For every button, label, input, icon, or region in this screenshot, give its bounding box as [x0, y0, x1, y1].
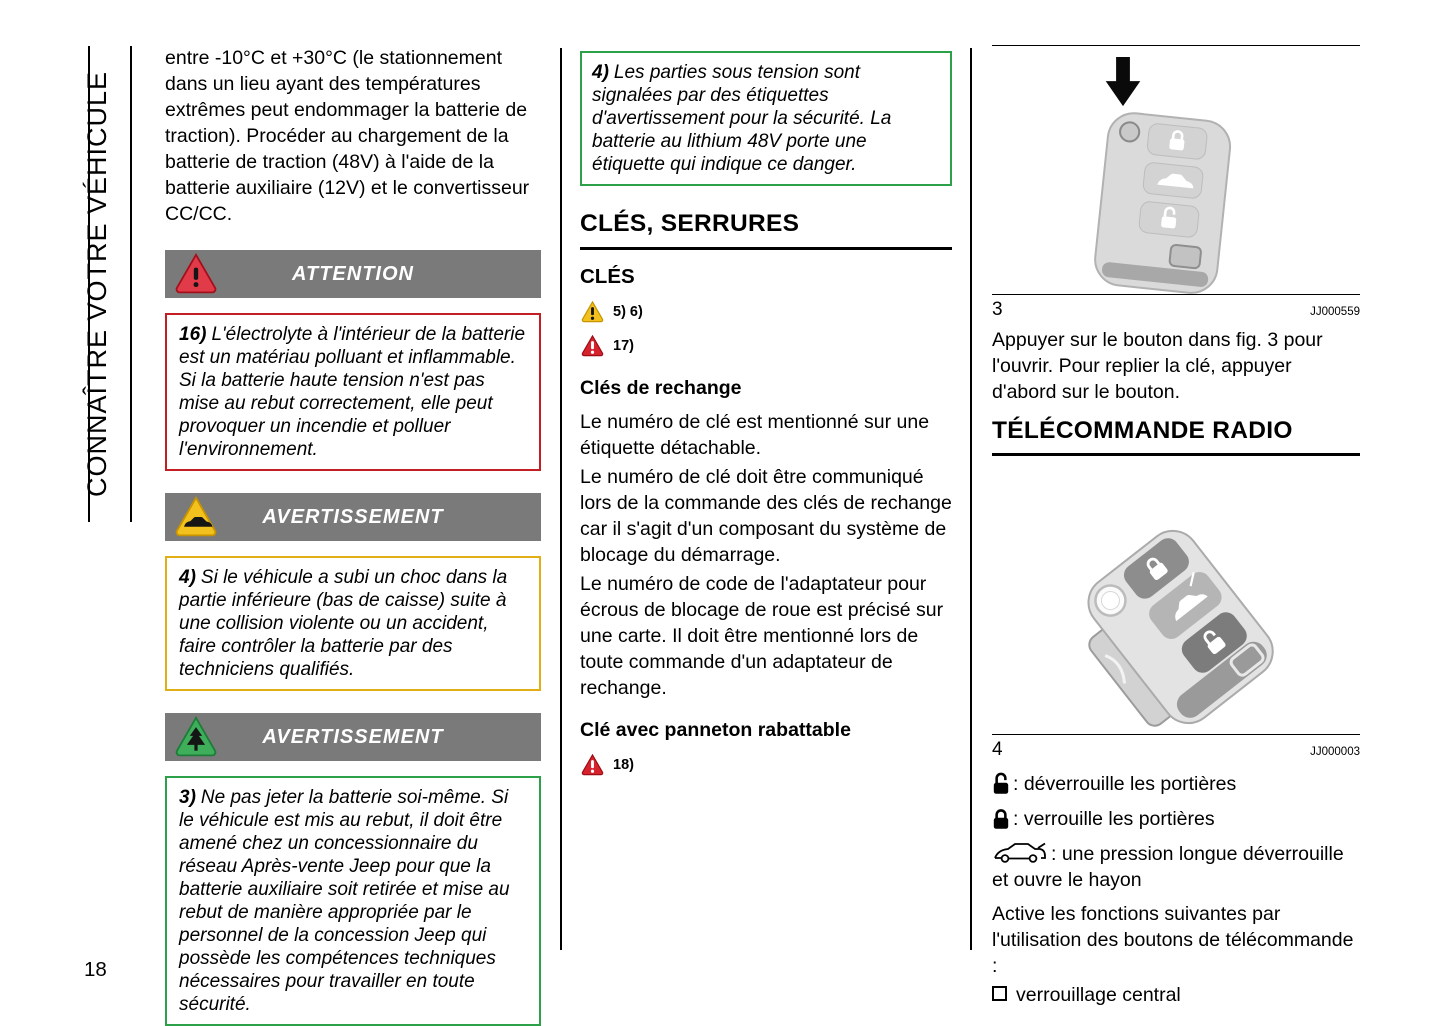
flip-key-title: Clé avec panneton rabattable	[580, 719, 851, 741]
warning-ref-row	[580, 301, 952, 323]
figure-3	[992, 45, 1360, 295]
attention-label: ATTENTION	[292, 263, 414, 285]
attention-header	[165, 250, 541, 298]
figure-number: 3	[992, 299, 1003, 320]
intro-paragraph: entre -10°C et +30°C (le stationnement dans un lieu ayant des températures extrêmes peut endommager la batterie de traction). Procéder au chargement de la batterie de traction (48V) à l'aide de la batterie auxiliaire (12V) et le convertisseur CC/CC.	[165, 47, 530, 225]
note-text: Les parties sous tension sont signalées par des étiquettes d'avertissement pour la sécurité. La batterie au lithium 48V porte une étiquette qui indique ce danger.	[592, 62, 892, 175]
warning-triangle-yellow-icon	[173, 496, 219, 538]
avertissement-header-green	[165, 713, 541, 761]
legend-lock	[992, 806, 1360, 832]
warning-triangle-green-icon	[173, 716, 219, 758]
square-bullet-icon	[992, 986, 1007, 1001]
note-number: 16)	[179, 324, 207, 345]
remote-key-image	[992, 466, 1360, 734]
ref-numbers: 5) 6)	[613, 304, 643, 320]
remote-section-title: TÉLÉCOMMANDE RADIO	[992, 417, 1360, 456]
note-text: L'électrolyte à l'intérieur de la batterie est un matériau polluant et inflammable. Si la batterie haute tension n'est pas mise au rebut correctement, elle peut provoquer un incendie et polluer l'environnement.	[179, 324, 526, 460]
avertissement-box-green	[165, 776, 541, 1026]
spare-keys-title: Clés de rechange	[580, 377, 742, 399]
tailgate-icon	[992, 842, 1048, 864]
column-divider	[560, 48, 562, 950]
paragraph: Le numéro de code de l'adaptateur pour écrous de blocage de roue est précisé sur une carte. Il doit être mentionné lors de toute commande d'un adaptateur de rechange.	[580, 573, 944, 699]
ref-numbers: 18)	[613, 757, 634, 773]
paragraph: Le numéro de clé doit être communiqué lors de la commande des clés de rechange car il s'agit d'un composant du système de blocage du démarrage.	[580, 466, 952, 566]
warning-ref-row	[580, 754, 952, 776]
unlock-icon	[992, 772, 1010, 794]
column-right	[992, 45, 1360, 1008]
functions-intro: Active les fonctions suivantes par l'utilisation des boutons de télécommande :	[992, 903, 1354, 977]
avertissement-box-yellow	[165, 556, 541, 691]
avertissement-header-yellow	[165, 493, 541, 541]
lock-icon	[992, 807, 1010, 829]
figure-4	[992, 466, 1360, 735]
caution-triangle-yellow-icon	[580, 301, 605, 323]
note-number: 4)	[179, 567, 196, 588]
figure-code: JJ000003	[1310, 746, 1360, 758]
column-left	[165, 45, 541, 1026]
flip-key-image	[992, 46, 1360, 294]
figure-number: 4	[992, 739, 1003, 760]
note-text: Si le véhicule a subi un choc dans la partie inférieure (bas de caisse) suite à une collision violente ou un accident, faire contrôler la batterie par des techniciens qualifiés.	[179, 567, 508, 680]
avertissement-label: AVERTISSEMENT	[262, 506, 444, 528]
legend-text: : déverrouille les portières	[1013, 773, 1237, 795]
avertissement-label: AVERTISSEMENT	[262, 726, 444, 748]
chapter-title-vertical: CONNAÎTRE VOTRE VÉHICULE	[82, 70, 112, 498]
figure-code: JJ000559	[1310, 306, 1360, 318]
bullet-item	[992, 982, 1360, 1008]
legend-text: : une pression longue déverrouille et ouvre le hayon	[992, 843, 1344, 891]
warning-ref-row	[580, 335, 952, 357]
section-title: CLÉS, SERRURES	[580, 210, 952, 250]
note-number: 3)	[179, 787, 196, 808]
page-number: 18	[84, 958, 107, 981]
caution-triangle-red-icon	[580, 754, 605, 776]
down-arrow-icon	[1104, 54, 1142, 110]
column-middle	[580, 45, 952, 776]
legend-tailgate	[992, 841, 1360, 893]
warning-triangle-red-icon	[173, 253, 219, 295]
subsection-title: CLÉS	[580, 265, 635, 288]
attention-box	[165, 313, 541, 471]
figure-3-labels	[992, 299, 1360, 321]
legend-text: : verrouille les portières	[1013, 808, 1215, 830]
legend-unlock	[992, 771, 1360, 797]
figure-4-labels	[992, 739, 1360, 761]
caution-triangle-red-icon	[580, 335, 605, 357]
bullet-text: verrouillage central	[1016, 984, 1181, 1006]
safety-note-box	[580, 51, 952, 186]
column-divider	[970, 48, 972, 950]
ref-numbers: 17)	[613, 338, 634, 354]
note-number: 4)	[592, 62, 609, 83]
figure-3-caption: Appuyer sur le bouton dans fig. 3 pour l'ouvrir. Pour replier la clé, appuyer d'abord sur le bouton.	[992, 329, 1323, 403]
paragraph: Le numéro de clé est mentionné sur une étiquette détachable.	[580, 411, 930, 459]
sidebar-rule-right	[130, 46, 132, 522]
note-text: Ne pas jeter la batterie soi-même. Si le véhicule est mis au rebut, il doit être amené chez un concessionnaire du réseau Après-vente Jeep pour que la batterie auxiliaire soit retirée et mise au rebut de manière appropriée par le personnel de la concession Jeep qui possède les compétences techniques nécessaires pour travailler en toute sécurité.	[179, 787, 510, 1015]
